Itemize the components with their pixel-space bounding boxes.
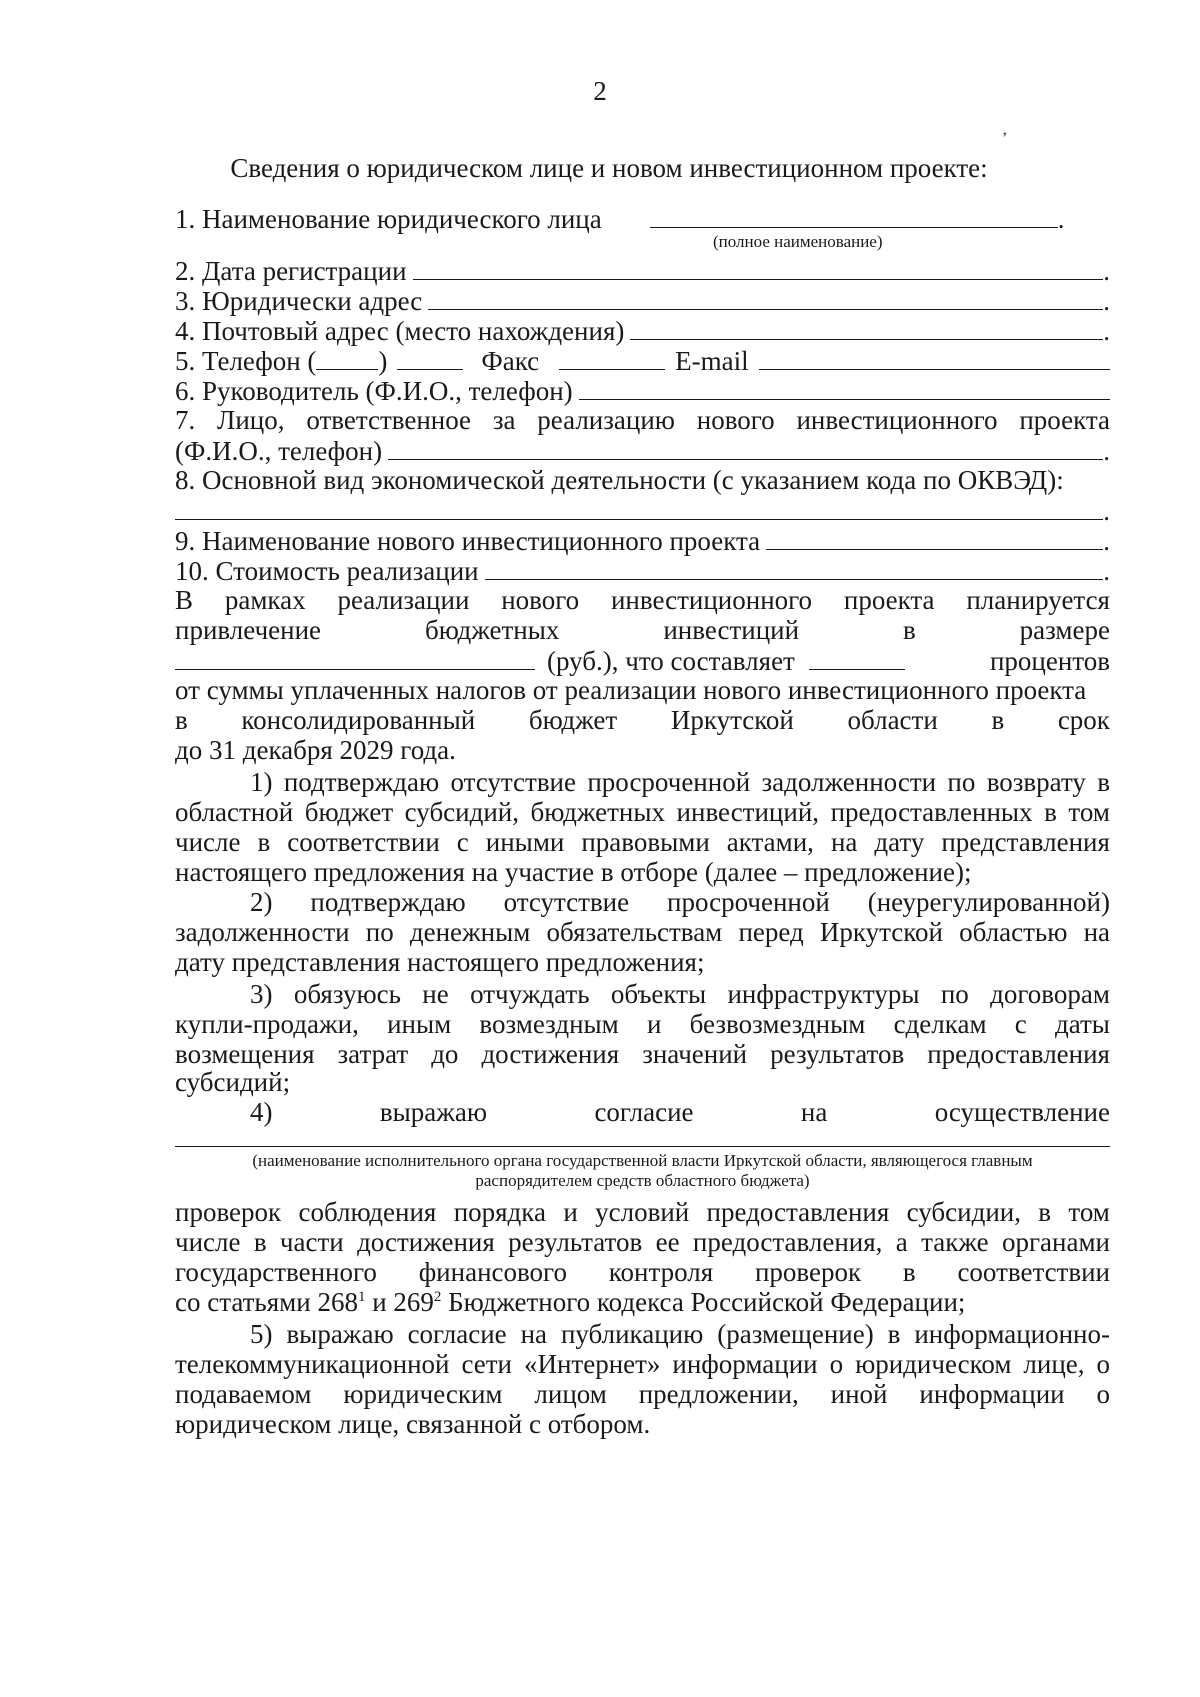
word: представления [941,827,1110,857]
amount-blank[interactable] [175,644,535,670]
investment-line-5 [175,704,1110,736]
item-3-line-1 [175,978,1110,1010]
word: результатов [770,1039,905,1069]
word: проверок [175,1197,282,1227]
word: в [1097,767,1110,797]
word: бюджетных [424,615,560,645]
word: инвестиций, [676,797,820,827]
item-2-line-1 [175,886,1110,918]
item-2-line-2 [175,916,1110,948]
word: в [902,615,916,645]
word: отсутствие [450,767,576,797]
word: задолженности [175,917,350,947]
word: сети [461,1349,512,1379]
word: органами [1001,1227,1110,1257]
field-6 [175,374,1110,406]
sup-1: 1 [357,1289,366,1305]
word: актами, [726,827,814,857]
word: 2) [250,887,273,917]
word: информационно- [914,1319,1110,1349]
email-label: E-mail [675,346,749,376]
word: в [253,1227,267,1257]
word: дату [874,827,925,857]
word: возмещения [175,1039,315,1069]
word: ответственное [306,405,472,435]
item-4-line-1 [175,1096,1110,1128]
word: в [991,705,1005,735]
word: подтверждаю [283,767,440,797]
item-5-line-3 [175,1378,1110,1410]
word: с [456,827,469,857]
word: планируется [966,585,1110,615]
item-4-line-3 [175,1226,1110,1258]
word: выражаю [286,1319,394,1349]
field-10-label: 10. Стоимость реализации [175,556,479,586]
item-3-line-4: субсидий; [175,1067,291,1097]
field-3-blank[interactable] [428,284,1103,310]
word: достижения [481,1039,620,1069]
word: Лицо, [217,405,285,435]
word: обязуюсь [293,979,401,1009]
field-9-blank[interactable] [766,524,1103,550]
field-2 [175,254,1110,286]
field-2-blank[interactable] [413,254,1104,280]
word: Иркутской [670,705,794,735]
word: порядка [453,1197,546,1227]
word: купли-продажи, [175,1009,359,1039]
sup-2: 2 [433,1289,442,1305]
word: результатов [508,1227,643,1257]
investment-line-6: до 31 декабря 2029 года. [175,735,456,765]
field-2-label: 2. Дата регистрации [175,256,407,286]
item-4-line-2 [175,1196,1110,1228]
word: предоставления [927,1039,1110,1069]
word: числе [175,1227,241,1257]
word: бюджет [304,797,394,827]
word: по [947,767,976,797]
word: предоставленных [830,797,1033,827]
word: лицом [534,1379,607,1409]
word: возмездным [479,1009,619,1039]
word: согласие [407,1319,507,1349]
item-5-line-2 [175,1348,1110,1380]
field-1-dot: . [1057,204,1065,234]
word: юридическом [855,1349,1012,1379]
item-4-line-5 [175,1286,1110,1318]
authority-hint-1: (наименование исполнительного органа государственной власти Иркутской области, являющегося главным [252,1151,1033,1170]
word: 3) [250,979,273,1009]
item-1-line-3 [175,826,1110,858]
phone-close: ) [378,346,388,376]
item-5-line-1 [175,1318,1110,1350]
word: отсутствие [503,887,630,917]
word: бюджет [528,705,618,735]
word: числе [175,827,241,857]
word: рамках [224,585,306,615]
word: финансового [418,1257,567,1287]
word: о [1096,1379,1110,1409]
field-7-line-1 [175,404,1110,436]
word: иными [485,827,565,857]
field-10-dot: . [1103,556,1110,586]
word: задолженности [761,767,937,797]
word: (размещение) [717,1319,874,1349]
item-1-line-1 [175,766,1110,798]
word: предложении, [638,1379,799,1409]
word: государственного [175,1257,377,1287]
field-6-blank[interactable] [579,374,1110,400]
word: 5) [250,1319,273,1349]
field-2-dot: . [1103,256,1110,286]
word: части [279,1227,344,1257]
word: публикацию [560,1319,704,1349]
investment-line-1 [175,584,1110,616]
word: возврату [986,767,1086,797]
word: иным [387,1009,452,1039]
fax-label: Факс [481,346,540,376]
word: иной [830,1379,888,1409]
item-4-line-4 [175,1256,1110,1288]
word: осуществление [934,1097,1110,1127]
word: договорам [990,979,1110,1009]
word: реализацию [537,405,675,435]
word: выражаю [379,1097,488,1127]
word: по [365,917,394,947]
field-9 [175,524,1110,556]
word: реализации [337,585,470,615]
word: привлечение [175,615,322,645]
word: в [1044,797,1057,827]
word: инвестиций [663,615,800,645]
word: инфраструктуры [727,979,920,1009]
phone-blank[interactable] [397,344,463,370]
word: с [1014,1009,1027,1039]
word: субсидии, [906,1197,1021,1227]
phone-label: 5. Телефон ( [175,346,317,376]
word: «Интернет» [523,1349,661,1379]
phone-code-blank[interactable] [316,344,378,370]
word: и [646,1009,662,1039]
investment-line-3 [175,644,1110,676]
field-1-blank[interactable] [650,202,1058,228]
word: юридическим [343,1379,503,1409]
field-10-blank[interactable] [485,554,1104,580]
word: просроченной [587,767,751,797]
authority-hint-2: распорядителем средств областного бюджета) [475,1171,810,1190]
word: значений [642,1039,748,1069]
field-5 [175,344,1110,376]
word: нового [501,585,580,615]
word: контроля [608,1257,714,1287]
item-2-line-3: дату представления настоящего предложения; [175,947,705,977]
word: областью [959,917,1068,947]
word: в [902,1257,916,1287]
word: субсидий, [404,797,519,827]
word: в [1038,1197,1052,1227]
word: перед [738,917,804,947]
word: на [830,827,858,857]
word: денежным [409,917,531,947]
word: на [1083,917,1110,947]
word: областной [175,797,294,827]
word: даты [1054,1009,1110,1039]
field-7-line-2 [175,434,1110,466]
field-8-blank[interactable] [175,494,1103,520]
fax-blank[interactable] [559,344,665,370]
word: в [175,705,188,735]
word: (неурегулированной) [867,887,1110,917]
word: не [422,979,449,1009]
word: согласие [594,1097,694,1127]
word: соответствии [957,1257,1110,1287]
word: В [175,585,194,615]
item-1-line-2 [175,796,1110,828]
investment-line-2 [175,614,1110,646]
word: до [431,1039,459,1069]
field-4 [175,314,1110,346]
word: о [829,1349,844,1379]
word: размере [1019,615,1110,645]
field-4-label: 4. Почтовый адрес (место нахождения) [175,316,625,346]
field-9-dot: . [1103,526,1110,556]
word: инвестиционного [610,585,813,615]
word: отчуждать [470,979,590,1009]
budget-code-text-b: и 269 [365,1287,434,1317]
word: затрат [337,1039,409,1069]
page-title: Сведения о юридическом лице и новом инвестиционном проекте: [230,153,988,183]
word: просроченной [667,887,830,917]
word: информации [919,1379,1065,1409]
field-4-blank[interactable] [630,314,1103,340]
word: информации [672,1349,818,1379]
page-number: 2 [593,76,607,106]
word: инвестиционного [796,405,998,435]
word: ее [655,1227,680,1257]
field-8-label: 8. Основной вид экономической деятельности (с указанием кода по ОКВЭД): [175,465,1064,495]
word: а [895,1227,908,1257]
word: о [1096,1349,1110,1379]
word: 4) [250,1097,273,1127]
item-3-line-2 [175,1008,1110,1040]
word: сделкам [893,1009,987,1039]
percent-text: процентов [989,646,1110,676]
field-8-line [175,494,1110,526]
word: лице, [1023,1349,1085,1379]
word: подтверждаю [310,887,466,917]
word: области [847,705,938,735]
word: 1) [250,767,273,797]
field-3 [175,284,1110,316]
word: срок [1057,705,1110,735]
word: правовыми [581,827,710,857]
field-9-label: 9. Наименование нового инвестиционного проекта [175,526,761,556]
item-1-line-4: настоящего предложения на участие в отборе (далее – предложение); [175,857,972,887]
word: также [921,1227,989,1257]
field-7-blank[interactable] [388,434,1103,460]
email-blank[interactable] [759,344,1110,370]
word: обязательствам [546,917,723,947]
word: нового [696,405,775,435]
field-6-label: 6. Руководитель (Ф.И.О., телефон) [175,376,573,406]
investment-line-4: от суммы уплаченных налогов от реализации нового инвестиционного проекта [175,675,1087,705]
field-3-dot: . [1103,286,1110,316]
word: и [563,1197,578,1227]
budget-code-text-c: Бюджетного кодекса Российской Федерации; [441,1287,966,1317]
word: на [800,1097,828,1127]
item-5-line-4: юридическом лице, связанной с отбором. [175,1409,651,1439]
word: за [492,405,516,435]
word: безвозмездным [689,1009,866,1039]
word: консолидированный [241,705,476,735]
word: по [940,979,969,1009]
word: бюджетных [530,797,665,827]
word: достижения [357,1227,495,1257]
word: 7. [175,405,196,435]
field-1-label: 1. Наименование юридического лица [175,204,602,234]
word: на [520,1319,547,1349]
word: в [257,827,271,857]
word: предоставления, [692,1227,883,1257]
field-10 [175,554,1110,586]
word: объекты [610,979,707,1009]
word: соответствии [287,827,440,857]
word: условий [595,1197,690,1227]
word: проверок [754,1257,862,1287]
field-4-dot: . [1103,316,1110,346]
word: Иркутской [819,917,943,947]
rub-text: (руб.), что составляет [547,646,795,676]
field-1 [175,202,1110,234]
word: том [1068,797,1110,827]
authority-blank[interactable] [175,1146,1110,1147]
field-7-dot: . [1103,436,1110,466]
word: том [1068,1197,1110,1227]
field-3-label: 3. Юридически адрес [175,286,423,316]
budget-code-text-a: со статьями 268 [175,1287,358,1317]
word: подаваемом [175,1379,312,1409]
field-1-hint: (полное наименование) [713,232,883,251]
percent-blank[interactable] [809,644,905,670]
word: в [887,1319,901,1349]
word: предоставления [706,1197,890,1227]
field-7-label: (Ф.И.О., телефон) [175,436,383,466]
field-8-dot: . [1103,496,1110,526]
corner-mark: ʼ [1002,130,1008,147]
word: телекоммуникационной [175,1349,450,1379]
word: соблюдения [298,1197,437,1227]
word: проекта [1019,405,1110,435]
word: проекта [843,585,935,615]
